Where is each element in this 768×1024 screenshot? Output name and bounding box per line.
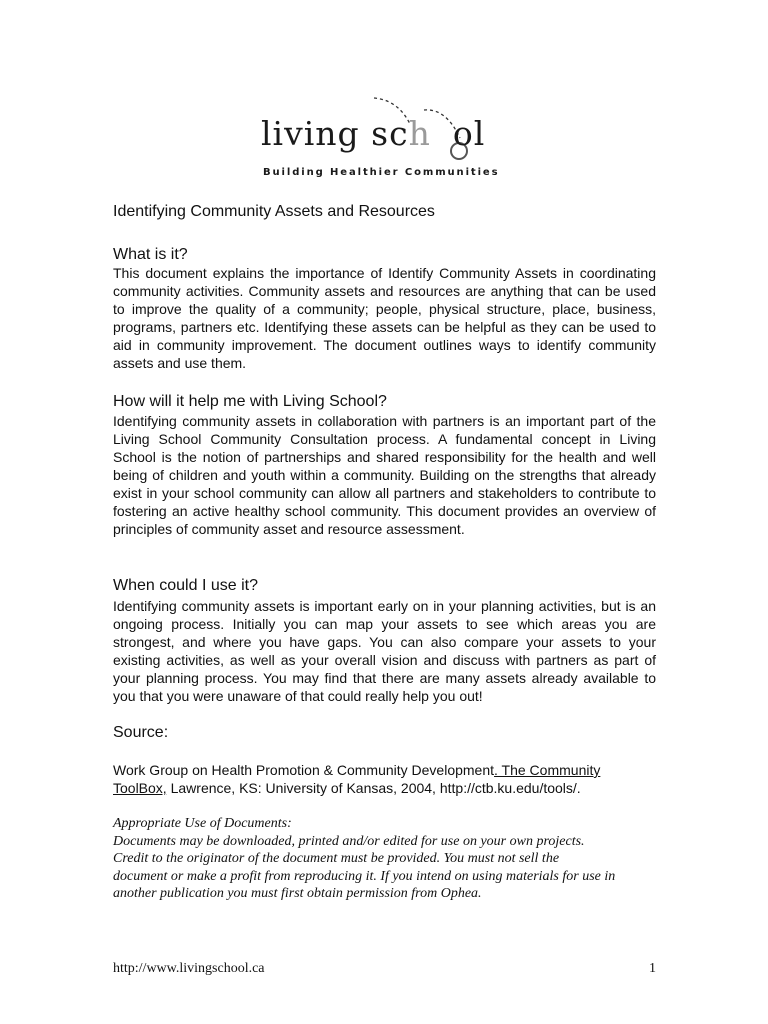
logo-tagline: Building Healthier Communities [263, 167, 500, 178]
section-body-when: Identifying community assets is important early on in your planning activities, but is an ongoing process. Initially you can map your assets to see which areas you are strongest, and where you have gaps. You can also compare your assets to your existing activities, as well as your overall vision and discuss with partners as part of your planning process. You may find that there are many assets already available to you that you were unaware of that could really help you out! [113, 598, 656, 704]
source-heading: Source: [113, 724, 169, 741]
document-title: Identifying Community Assets and Resources [113, 203, 435, 220]
notice-line: another publication you must first obtain permission from Ophea. [113, 886, 482, 901]
usage-notice [113, 815, 673, 903]
section-heading-how: How will it help me with Living School? [113, 393, 387, 410]
logo-word-h: h [408, 114, 431, 153]
logo-wordmark [261, 114, 485, 153]
notice-line: Credit to the originator of the document must be provided. You must not sell the [113, 851, 560, 866]
section-heading-what: What is it? [113, 246, 188, 263]
source-toolbox-link[interactable]: . The Community ToolBox, [113, 762, 601, 796]
section-body-how: Identifying community assets in collaboration with partners is an important part of the Living School Community Consultation process. A fundamental concept in Living School is the notion of partnerships and shared responsibility for the health and well being of children and youth within a community. Building on the strengths that already exist in your school community can allow all partners and stakeholders to contribute to fostering an active healthy school community. This document provides an overview of principles of community asset and resource assessment. [113, 413, 656, 537]
section-body-what: This document explains the importance of Identify Community Assets in coordinating community activities. Community assets and resources are anything that can be used to improve the quality of a community; people, physical structure, place, business, programs, partners etc. Identifying these assets can be helpful as they can be used to aid in community improvement. The document outlines ways to identify community assets and use them. [113, 265, 656, 371]
section-heading-when: When could I use it? [113, 577, 258, 594]
living-school-logo [258, 94, 518, 184]
page-number: 1 [649, 961, 656, 976]
source-reference [113, 761, 656, 797]
source-text-after: Lawrence, KS: University of Kansas, 2004, http://ctb.ku.edu/tools/. [166, 780, 581, 796]
notice-line: document or make a profit from reproducing it. If you intend on using materials for use in [113, 868, 616, 884]
footer-url-link[interactable]: http://www.livingschool.ca [113, 961, 265, 976]
notice-line: Documents may be downloaded, printed and/or edited for use on your own projects. [113, 833, 585, 849]
logo-word-end: ol [452, 114, 486, 153]
source-text-before: Work Group on Health Promotion & Community Development [113, 762, 495, 778]
logo-word-start: living sc [261, 114, 409, 153]
notice-title: Appropriate Use of Documents: [113, 816, 292, 831]
